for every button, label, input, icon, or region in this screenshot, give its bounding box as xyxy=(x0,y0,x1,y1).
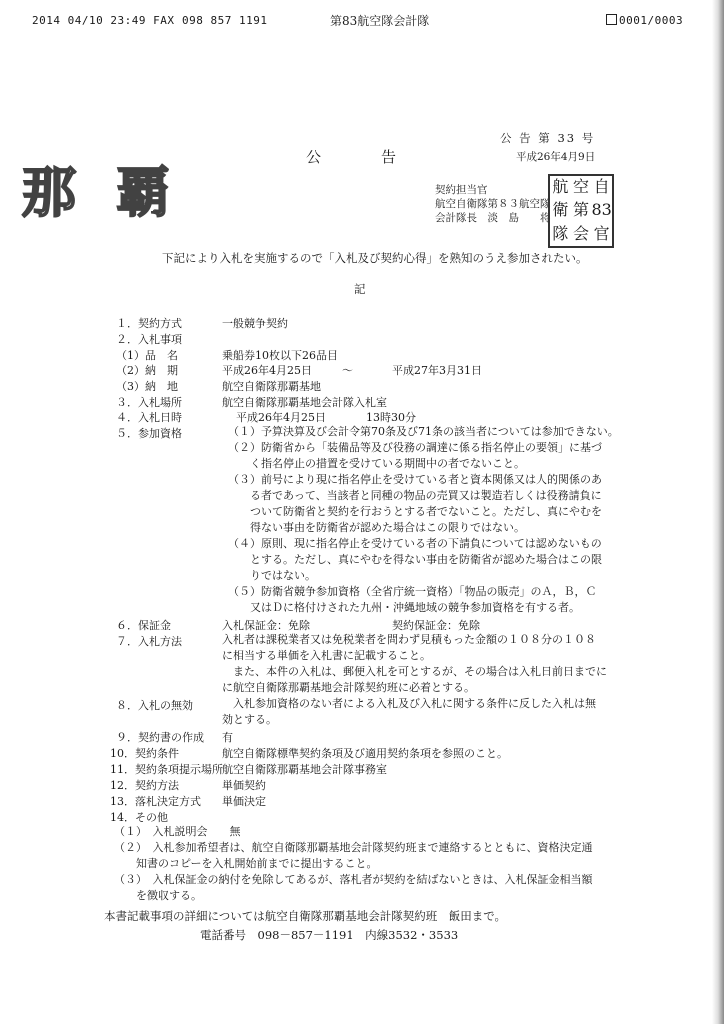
item11-label: 11．契約条項提示場所 xyxy=(110,763,223,776)
seal-char: 空 xyxy=(572,177,589,196)
item2b-from: 平成26年4月25日 xyxy=(222,364,312,377)
fax-page-wrap xyxy=(606,14,683,27)
notice-title: 公 告 xyxy=(306,148,397,166)
item1-label: １．契約方式 xyxy=(116,317,182,330)
item2b-to: 平成27年3月31日 xyxy=(392,364,482,377)
item14-line: 知書のコピーを入札開始前までに提出すること。 xyxy=(114,857,378,870)
naha-stamp xyxy=(22,150,210,224)
item11-value: 航空自衛隊那覇基地会計隊事務室 xyxy=(222,763,387,776)
officer-name: 会計隊長 淡 島 将 xyxy=(435,212,551,224)
item5-line: （２）防衛省から「装備品等及び役務の調達に係る指名停止の要領」に基づ xyxy=(228,441,602,454)
item2b-tilde: ～ xyxy=(342,364,353,377)
item12-value: 単価契約 xyxy=(222,779,266,792)
item2-label: ２．入札事項 xyxy=(116,333,182,346)
item4-label: ４．入札日時 xyxy=(116,411,182,424)
official-seal xyxy=(548,174,614,248)
item7-block xyxy=(222,632,607,696)
notice-date: 平成26年4月9日 xyxy=(516,151,596,163)
seal-char: 官 xyxy=(593,223,610,243)
item5-line: （３）前号により現に指名停止を受けている者と資本関係又は人的関係のあ xyxy=(228,473,602,486)
seal-char: 隊 xyxy=(552,223,569,243)
item5-line: く指名停止の措置を受けている期間中の者でないこと。 xyxy=(228,457,525,470)
item8-line: 入札参加資格のない者による入札及び入札に関する条件に反した入札は無 xyxy=(222,697,596,710)
officer-role: 契約担当官 xyxy=(435,184,488,196)
item8-label: ８．入札の無効 xyxy=(116,699,193,712)
item5-line: （５）防衛省競争参加資格（全省庁統一資格）「物品の販売」のＡ，Ｂ，Ｃ xyxy=(228,585,597,598)
item14-block xyxy=(114,824,593,904)
item9-label: ９．契約書の作成 xyxy=(116,731,204,744)
item3-label: ３．入札場所 xyxy=(116,396,182,409)
contact-phone: 電話番号 098－857－1191 内線3532・3533 xyxy=(200,928,459,942)
item8-line: 効とする。 xyxy=(222,713,277,726)
seal-char: 航 xyxy=(552,177,569,196)
item14-line: （１） 入札説明会 無 xyxy=(114,825,241,838)
item6-value2: 契約保証金：免除 xyxy=(392,619,480,632)
item8-block xyxy=(222,696,596,728)
item12-label: 12．契約方法 xyxy=(110,779,179,792)
fax-datetime: 2014 04/10 23:49 FAX xyxy=(32,14,175,27)
item2a-value: 乗船券10枚以下26品目 xyxy=(222,349,338,362)
item10-label: 10．契約条件 xyxy=(110,747,179,760)
naha-stamp-text: 那覇 xyxy=(22,161,210,224)
item2a-label: （1）品 名 xyxy=(116,349,178,362)
notice-number: 公 告 第 33 号 xyxy=(500,131,596,145)
item1-value: 一般競争契約 xyxy=(222,317,288,330)
item5-block xyxy=(228,424,619,616)
item5-line: ついて防衛省と契約を行おうとする者でないこと。ただし、真にやむを xyxy=(228,505,602,518)
contact-note: 本書記載事項の詳細については航空自衛隊那覇基地会計隊契約班 飯田まで。 xyxy=(104,909,507,923)
item5-label: ５．参加資格 xyxy=(116,427,182,440)
fax-page-icon xyxy=(606,14,617,25)
item7-label: ７．入札方法 xyxy=(116,635,182,648)
item7-line: に相当する単価を入札書に記載すること。 xyxy=(222,649,431,662)
item2c-value: 航空自衛隊那覇基地 xyxy=(222,380,321,393)
item10-value: 航空自衛隊標準契約条項及び適用契約条項を参照のこと。 xyxy=(222,747,508,760)
item2b-label: （2）納 期 xyxy=(116,364,178,377)
item7-line: に航空自衛隊那覇基地会計隊契約班に必着とする。 xyxy=(222,681,475,694)
item14-line: （３） 入札保証金の納付を免除してあるが、落札者が契約を結ばないときは、入札保証金相当額 xyxy=(114,873,593,886)
seal-char: 83 xyxy=(591,200,612,220)
item5-line: 又はＤに格付けされた九州・沖縄地域の競争参加資格を有する者。 xyxy=(228,601,580,614)
item6-value1: 入札保証金：免除 xyxy=(222,619,310,632)
item13-value: 単価決定 xyxy=(222,795,266,808)
fax-number: 098 857 1191 xyxy=(182,14,268,27)
seal-char: 衛 xyxy=(552,200,569,220)
item13-label: 13．落札決定方式 xyxy=(110,795,201,808)
item7-line: 入札者は課税業者又は免税業者を問わず見積もった金額の１０８分の１０８ xyxy=(222,633,596,646)
item4-time: 13時30分 xyxy=(366,411,416,424)
item14-line: （２） 入札参加希望者は、航空自衛隊那覇基地会計隊契約班まで連絡するとともに、資格決定通 xyxy=(114,841,593,854)
item5-line: （１）予算決算及び会計令第70条及び71条の該当者については参加できない。 xyxy=(228,425,619,438)
intro-text: 下記により入札を実施するので「入札及び契約心得」を熟知のうえ参加されたい。 xyxy=(162,251,588,265)
item5-line: 得ない事由を防衛省が認めた場合はこの限りではない。 xyxy=(228,521,525,534)
item2c-label: （3）納 地 xyxy=(116,380,178,393)
item14-line: を徴収する。 xyxy=(114,889,202,902)
item5-line: る者であって、当該者と同種の物品の売買又は製造若しくは役務請負に xyxy=(228,489,602,502)
item5-line: とする。ただし、真にやむを得ない事由を防衛省が認めた場合はこの限 xyxy=(228,553,602,566)
scan-edge xyxy=(712,0,724,1024)
officer-org: 航空自衛隊第８３航空隊 xyxy=(435,198,551,210)
ki-heading: 記 xyxy=(354,282,366,296)
seal-char: 会 xyxy=(572,223,589,243)
item9-value: 有 xyxy=(222,731,233,744)
seal-char: 第 xyxy=(572,200,589,220)
fax-page: 0001/0003 xyxy=(619,14,684,27)
item3-value: 航空自衛隊那覇基地会計隊入札室 xyxy=(222,396,387,409)
fax-sender: 第83航空隊会計隊 xyxy=(330,14,430,28)
item4-date: 平成26年4月25日 xyxy=(236,411,326,424)
item5-line: （４）原則、現に指名停止を受けている者の下請負については認めないもの xyxy=(228,537,602,550)
item7-line: また、本件の入札は、郵便入札を可とするが、その場合は入札日前日までに xyxy=(222,665,607,678)
seal-char: 自 xyxy=(593,177,610,196)
item14-label: 14．その他 xyxy=(110,811,168,824)
item6-label: ６．保証金 xyxy=(116,619,171,632)
item5-line: りではない。 xyxy=(228,569,316,582)
